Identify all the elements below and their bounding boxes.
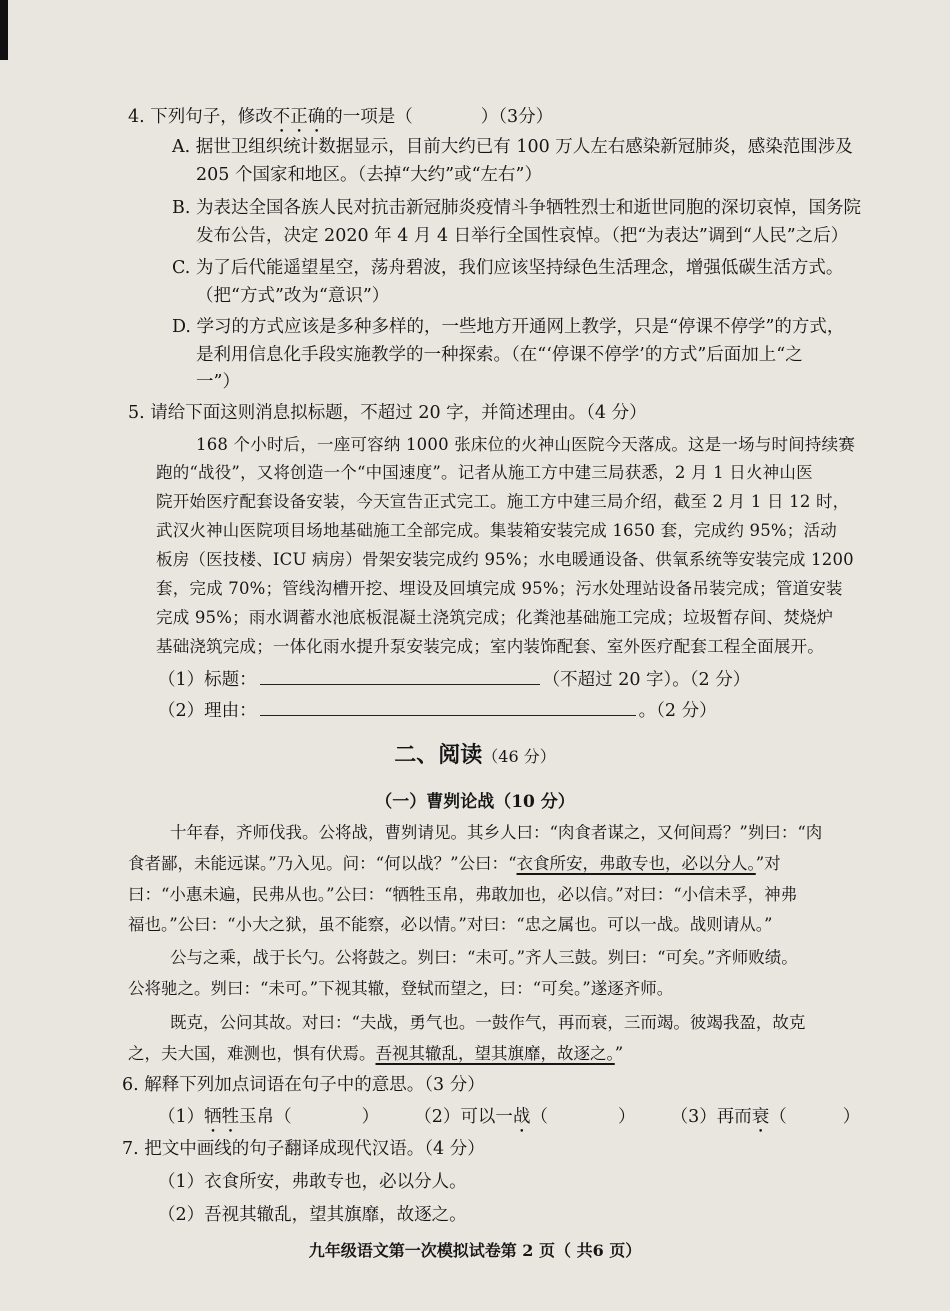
q7-stem: 7. 把文中画线的句子翻译成现代汉语。（4 分）: [122, 1139, 485, 1159]
q5-title-line: （1）标题： （不超过 20 字）。（2 分）: [158, 666, 750, 692]
q7-sentence-1: （1）衣食所安，弗敢专也，必以分人。: [158, 1172, 467, 1192]
underlined-sentence-2: 吾视其辙乱，望其旗靡，故逐之。: [375, 1044, 615, 1063]
q5-title-blank[interactable]: [260, 666, 540, 685]
q5-stem: 5. 请给下面这则消息拟标题，不超过 20 字，并简述理由。（4 分）: [128, 403, 647, 423]
passage-line: 食者鄙，未能远谋。”乃入见。问：“何以战？”公曰：“衣食所安，弗敢专也，必以分人。”对: [128, 854, 781, 873]
q5-reason-blank[interactable]: [260, 697, 636, 716]
q4-option-d-cont: 是利用信息化手段实施教学的一种探索。（在“‘停课不停学’的方式”后面加上“之: [196, 345, 803, 365]
q4-option-a-cont: 205 个国家和地区。（去掉“大约”或“左右”）: [196, 165, 542, 185]
q5-passage-line: 武汉火神山医院项目场地基础施工全部完成。集装箱安装完成 1650 套，完成约 95%；活动: [156, 521, 837, 540]
q6-stem: 6. 解释下列加点词语在句子中的意思。（3 分）: [122, 1075, 485, 1095]
q5-reason-line: （2）理由： 。（2 分）: [158, 697, 717, 723]
q4-option-d-cont2: 一”）: [196, 372, 240, 392]
q6-items: （1）牺牲玉帛（ ） （2）可以一战（ ） （3）再而衰（ ）: [158, 1107, 861, 1127]
q4-option-b: B. 为表达全国各族人民对抗击新冠肺炎疫情斗争牺牲烈士和逝世同胞的深切哀悼，国务院: [172, 198, 861, 218]
q6-dotted-word-3: 衰: [751, 1107, 770, 1127]
q4-option-d: D. 学习的方式应该是多种多样的，一些地方开通网上教学，只是“停课不停学”的方式，: [172, 317, 845, 337]
q5-passage-line: 院开始医疗配套设备安装，今天宣告正式完工。施工方中建三局介绍，截至 2 月 1 日 12 时，: [156, 492, 850, 511]
reading1-title: （一）曹刿论战（10 分）: [375, 792, 575, 812]
passage-line: 公将驰之。刿曰：“未可。”下视其辙，登轼而望之，曰：“可矣。”遂逐齐师。: [128, 979, 674, 998]
q4-stem: 4. 下列句子，修改不正确的一项是（ ）（3分）: [128, 104, 553, 137]
passage-line: 之，夫大国，难测也，惧有伏焉。吾视其辙乱，望其旗靡，故逐之。”: [128, 1044, 624, 1063]
q4-answer-blank[interactable]: [416, 104, 478, 122]
q7-sentence-2: （2）吾视其辙乱，望其旗靡，故逐之。: [158, 1205, 467, 1225]
page-footer: 九年级语文第一次模拟试卷第 2 页（ 共6 页）: [308, 1241, 642, 1260]
q4-option-a: A. 据世卫组织统计数据显示，目前大约已有 100 万人左右感染新冠肺炎，感染范围涉及: [172, 137, 853, 157]
q6-dotted-word-1: 牺牲: [204, 1107, 240, 1127]
passage-line: 十年春，齐师伐我。公将战，曹刿请见。其乡人曰：“肉食者谋之，又何间焉？”刿曰：“肉: [170, 823, 823, 842]
q5-passage-line: 套，完成 70%；管线沟槽开挖、埋设及回填完成 95%；污水处理站设备吊装完成；管道安装: [156, 579, 843, 598]
q6-dotted-word-2: 战: [512, 1107, 531, 1127]
q5-passage-line: 基础浇筑完成；一体化雨水提升泵安装完成；室内装饰配套、室外医疗配套工程全面展开。: [156, 637, 824, 656]
q4-option-c: C. 为了后代能遥望星空，荡舟碧波，我们应该坚持绿色生活理念，增强低碳生活方式。: [172, 258, 844, 278]
q5-passage-line: 跑的“战役”，又将创造一个“中国速度”。记者从施工方中建三局获悉，2 月 1 日火神山医: [156, 463, 813, 482]
q4-option-c-cont: （把“方式”改为“意识”）: [196, 286, 390, 306]
section-heading-reading: 二、阅读（46 分）: [394, 742, 556, 768]
passage-line: 既克，公问其故。对曰：“夫战，勇气也。一鼓作气，再而衰，三而竭。彼竭我盈，故克: [170, 1013, 806, 1032]
q5-passage-line: 完成 95%；雨水调蓄水池底板混凝土浇筑完成；化粪池基础施工完成；垃圾暂存间、焚烧炉: [156, 608, 834, 627]
underlined-sentence-1: 衣食所安，弗敢专也，必以分人。: [516, 854, 756, 873]
passage-line: 福也。”公曰：“小大之狱，虽不能察，必以情。”对曰：“忠之属也。可以一战。战则请从。”: [128, 915, 773, 934]
q4-dotted-words: 不正确: [272, 107, 326, 127]
passage-line: 公与之乘，战于长勺。公将鼓之。刿曰：“未可。”齐人三鼓。刿曰：“可矣。”齐师败绩。: [170, 948, 798, 967]
q5-passage-line: 板房（医技楼、ICU 病房）骨架安装完成约 95%；水电暖通设备、供氧系统等安装完成 1200: [156, 550, 854, 569]
q5-passage-line: 168 个小时后，一座可容纳 1000 张床位的火神山医院今天落成。这是一场与时间持续赛: [196, 435, 856, 454]
q4-option-b-cont: 发布公告，决定 2020 年 4 月 4 日举行全国性哀悼。（把“为表达”调到“人民”之后）: [196, 226, 849, 246]
passage-line: 曰：“小惠未遍，民弗从也。”公曰：“牺牲玉帛，弗敢加也，必以信。”对曰：“小信未孚，神弗: [128, 885, 798, 904]
